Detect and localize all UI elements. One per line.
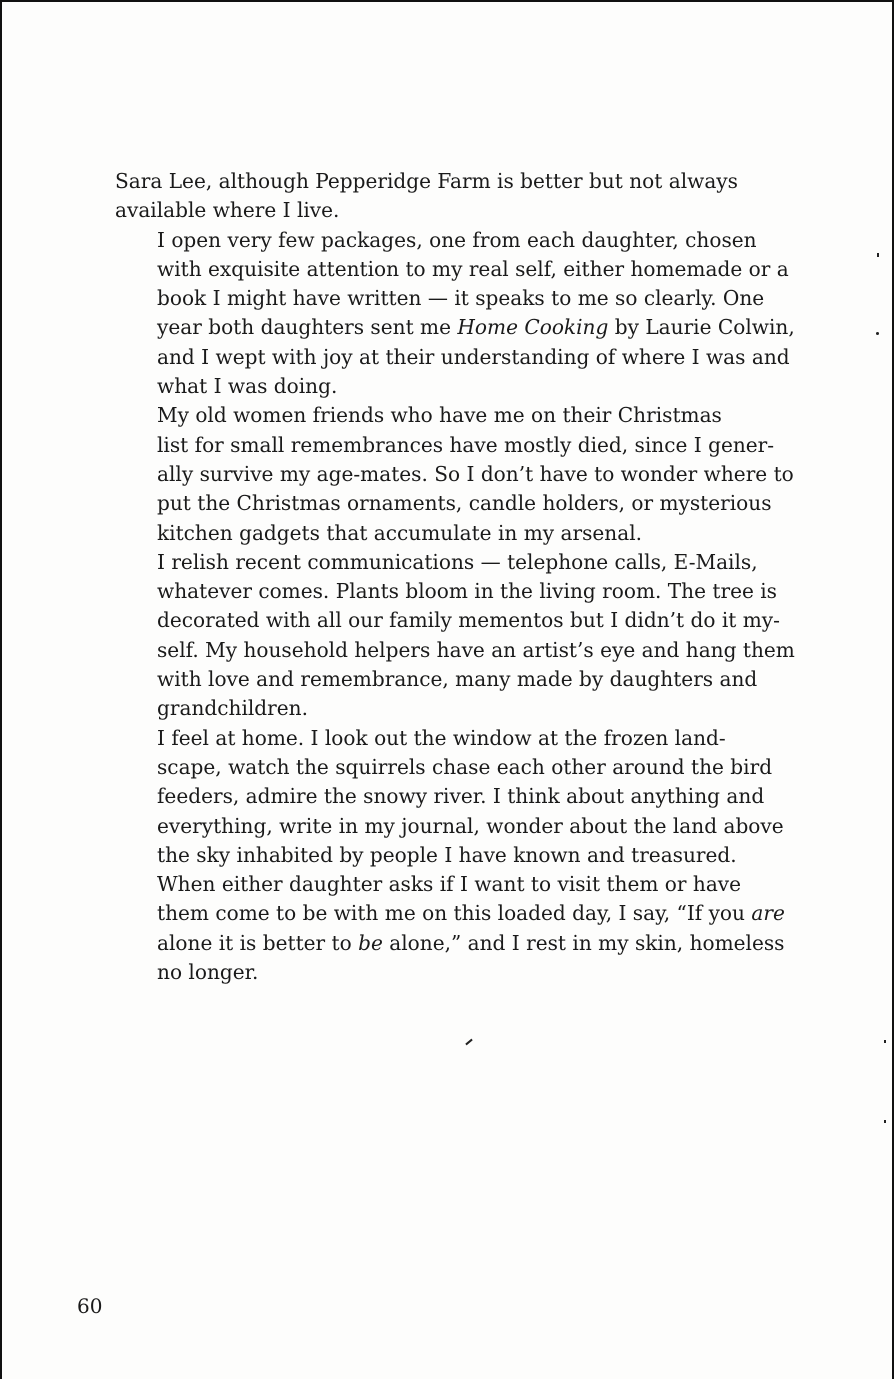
scan-speck: [876, 332, 879, 335]
text-line: alone it is better to be alone,” and I rest in my skin, homeless: [157, 930, 785, 955]
scan-speck: [465, 1039, 472, 1046]
text-line: My old women friends who have me on their Christmas: [157, 403, 722, 428]
text-line: put the Christmas ornaments, candle holders, or mysterious: [157, 491, 772, 516]
text-line: decorated with all our family mementos but I didn’t do it my-: [157, 608, 780, 633]
text-line: with exquisite attention to my real self, either homemade or a: [157, 256, 789, 281]
text-line: list for small remembrances have mostly died, since I gener-: [157, 432, 775, 457]
text-line: and I wept with joy at their understanding of where I was and: [157, 344, 790, 369]
text-line: I relish recent communications — telephone calls, E-Mails,: [157, 549, 758, 574]
scan-speck: [884, 1120, 886, 1123]
text-line: with love and remembrance, many made by daughters and: [157, 667, 758, 692]
scan-speck: [877, 253, 879, 257]
text-line: them come to be with me on this loaded day, I say, “If you are: [157, 901, 785, 926]
paragraph-1: [115, 167, 765, 226]
text-line: I open very few packages, one from each daughter, chosen: [157, 227, 757, 252]
text-line: year both daughters sent me Home Cooking by Laurie Colwin,: [157, 315, 795, 340]
paragraph-3: [115, 401, 794, 547]
paragraph-2: [115, 226, 795, 402]
paragraph-6: [115, 870, 785, 987]
paragraph-5: [115, 724, 784, 870]
text-line: self. My household helpers have an artist’s eye and hang them: [157, 637, 795, 662]
text-line: When either daughter asks if I want to visit them or have: [157, 872, 742, 897]
text-line: kitchen gadgets that accumulate in my arsenal.: [157, 520, 643, 545]
scan-speck: [884, 1040, 886, 1043]
text-line: what I was doing.: [157, 374, 338, 399]
text-line: book I might have written — it speaks to me so clearly. One: [157, 286, 765, 311]
text-line: I feel at home. I look out the window at the frozen land-: [157, 725, 726, 750]
text-line: available where I live.: [115, 198, 340, 223]
text-line: no longer.: [157, 960, 259, 985]
text-line: grandchildren.: [157, 696, 308, 721]
text-line: Sara Lee, although Pepperidge Farm is better but not always: [115, 169, 738, 193]
page-number: 60: [77, 1294, 103, 1318]
text-line: whatever comes. Plants bloom in the living room. The tree is: [157, 579, 777, 604]
text-line: the sky inhabited by people I have known and treasured.: [157, 842, 737, 867]
text-line: ally survive my age-mates. So I don’t have to wonder where to: [157, 461, 794, 486]
text-line: everything, write in my journal, wonder about the land above: [157, 813, 784, 838]
text-line: feeders, admire the snowy river. I think about anything and: [157, 784, 765, 809]
text-line: scape, watch the squirrels chase each other around the bird: [157, 754, 773, 779]
page-border-left: [0, 0, 2, 1379]
body-text: [115, 167, 795, 987]
page-border-top: [0, 0, 894, 2]
paragraph-4: [115, 548, 795, 724]
